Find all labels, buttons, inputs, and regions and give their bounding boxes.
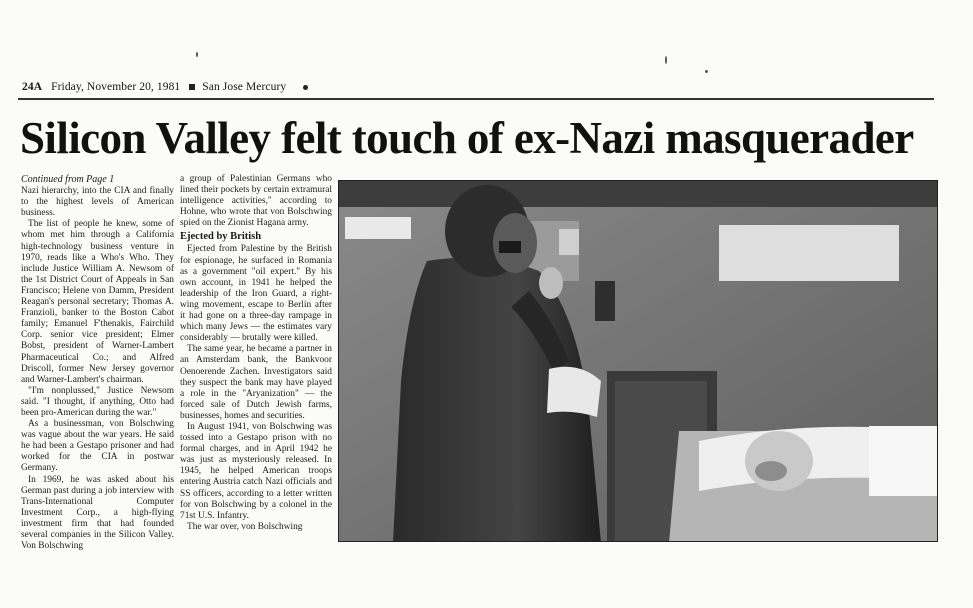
- paragraph: As a businessman, von Bolschwing was vague about the war years. He said he had been a Gestapo prisoner and had worked for the CIA in postwar Germany.: [21, 419, 174, 474]
- paragraph: In 1969, he was asked about his German past during a job interview with Trans-International Computer Investment Corp., a high-flying investment firm that had founded several companies in the Silicon Valley. Von Bolschwing: [21, 474, 174, 552]
- newspaper-name: San Jose Mercury: [202, 81, 287, 93]
- folio-line: [22, 81, 922, 93]
- paragraph: a group of Palestinian Germans who lined their pockets by certain extramural intelligence activities," according to Hohne, who wrote that von Bolschwing spied on the Zionist Hagana army.: [180, 174, 332, 229]
- page-number: 24A: [22, 81, 43, 93]
- continued-note: Continued from Page 1: [21, 174, 115, 185]
- news-photo: [338, 180, 938, 542]
- scan-mark: [665, 56, 667, 64]
- paragraph: The list of people he knew, some of whom met him through a California high-technology business venture in 1970, reads like a Who's Who. They include Justice William A. Newsom of the 1st District Court of Appeals in San Francisco; Helene von Damm, President Reagan's personal secretary; Thomas A. Franzioli, banker to the Boston Cabot family; Emanuel F'thenakis, Fairchild Corp. senior vice president; Elmer Bobst, president of Warner-Lambert Pharmaceutical Co.; and Alfred Driscoll, former New Jersey governor and Warner-Lambert's chairman.: [21, 219, 174, 385]
- photo-illustration: [339, 181, 938, 542]
- top-rule: [18, 98, 934, 100]
- article-column-2: [180, 174, 332, 533]
- scan-mark: [705, 70, 708, 73]
- scan-mark: [196, 52, 198, 57]
- paragraph: "I'm nonplussed," Justice Newsom said. "I thought, if anything, Otto had been pro-American during the war.": [21, 385, 174, 418]
- bullet-icon: [303, 85, 308, 90]
- paragraph: Ejected from Palestine by the British for espionage, he surfaced in Romania as a government "oil expert." By his own account, in 1941 he helped the leadership of the Iron Guard, a right-wing movement, escape to Berlin after it had gone on a three-day rampage in which many Jews — the estimates vary considerably — brutally were killed.: [180, 244, 332, 344]
- headline: Silicon Valley felt touch of ex-Nazi masquerader: [20, 113, 914, 163]
- paragraph: In August 1941, von Bolschwing was tossed into a Gestapo prison with no formal charges, and in April 1942 he was just as mysteriously released. In 1945, he helped American troops entering Austria catch Nazi officials and SS officers, according to a letter written for von Bolschwing by a colonel in the 71st U.S. Infantry.: [180, 421, 332, 521]
- subhead: Ejected by British: [180, 231, 262, 243]
- paragraph: The same year, he became a partner in an Amsterdam bank, the Bankvoor Oenoerende Zachen. Investigators said they suspect the bank may have played a role in the "Aryanization" — the forced sale of Dutch Jewish farms, businesses, homes and securities.: [180, 344, 332, 421]
- article-column-1: [21, 174, 174, 552]
- separator-icon: [189, 84, 195, 90]
- paragraph: The war over, von Bolschwing: [187, 521, 303, 532]
- paragraph: Nazi hierarchy, into the CIA and finally to the highest levels of American business.: [21, 186, 174, 219]
- issue-date: Friday, November 20, 1981: [51, 81, 181, 93]
